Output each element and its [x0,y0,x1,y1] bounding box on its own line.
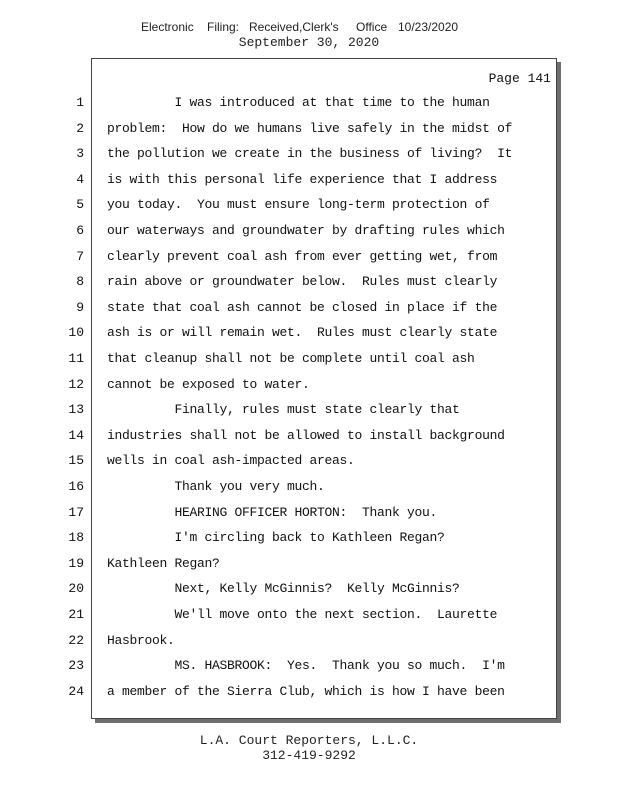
stamp-date: 10/23/2020 [398,20,459,34]
line-number: 17 [68,504,84,520]
line-text: Thank you very much. [107,479,325,494]
line-text: a member of the Sierra Club, which is how I have been [107,683,505,699]
line-number: 4 [76,171,84,187]
transcript-line [0,402,618,422]
line-number: 8 [76,274,84,290]
line-text: problem: How do we humans live safely in the midst of [107,120,513,136]
line-text: state that coal ash cannot be closed in place if the [107,299,498,315]
footer [0,733,618,763]
hearing-date: September 30, 2020 [238,35,380,50]
stamp-received: Received,Clerk's [249,20,339,34]
line-number: 2 [76,120,84,136]
transcript-line [0,530,618,550]
transcript-line [0,479,618,499]
line-text: Next, Kelly McGinnis? Kelly McGinnis? [107,581,460,597]
transcript-line [0,505,618,525]
transcript-line [0,351,618,371]
line-number: 21 [68,607,84,622]
line-text: Kathleen Regan? [107,555,220,571]
line-text: that cleanup shall not be complete until coal ash [107,351,475,366]
line-number: 7 [76,248,84,264]
line-number: 13 [68,402,84,418]
line-number: 23 [68,658,84,674]
transcript-line [0,556,618,576]
line-number: 20 [68,581,84,597]
transcript-line [0,121,618,141]
line-number: 16 [68,479,84,494]
line-number: 6 [76,223,84,238]
transcript-line [0,249,618,269]
transcript-line [0,633,618,653]
line-number: 18 [68,530,84,546]
line-text: Finally, rules must state clearly that [107,402,460,418]
transcript-line [0,300,618,320]
line-number: 14 [68,427,84,443]
transcript-line [0,377,618,397]
line-text: industries shall not be allowed to install background [107,427,505,443]
line-number: 9 [76,299,84,315]
line-text: wells in coal ash-impacted areas. [107,453,355,469]
line-text: is with this personal life experience that I address [107,171,498,187]
page-number: Page 141 [488,71,551,86]
line-number: 19 [68,555,84,571]
transcript-line [0,325,618,345]
line-text: HEARING OFFICER HORTON: Thank you. [107,504,438,520]
transcript-line [0,453,618,473]
stamp-filing: Filing: [207,20,240,34]
line-text: I'm circling back to Kathleen Regan? [107,530,445,546]
line-text: you today. You must ensure long-term protection of [107,197,490,213]
line-number: 3 [76,146,84,162]
line-number: 11 [68,351,84,366]
footer-phone: 312-419-9292 [262,748,356,763]
transcript-line [0,581,618,601]
transcript-line [0,197,618,217]
line-text: the pollution we create in the business of living? It [107,146,513,162]
line-number: 5 [76,197,84,213]
transcript-line [0,95,618,115]
footer-company: L.A. Court Reporters, L.L.C. [199,733,419,748]
transcript-line [0,607,618,627]
line-text: MS. HASBROOK: Yes. Thank you so much. I'm [107,658,505,674]
transcript-line [0,658,618,678]
line-text: cannot be exposed to water. [107,376,310,392]
line-number: 15 [68,453,84,469]
line-text: our waterways and groundwater by drafting rules which [107,223,505,238]
transcript-line [0,428,618,448]
stamp-electronic: Electronic [141,20,194,34]
line-number: 10 [68,325,84,341]
line-text: I was introduced at that time to the human [107,95,490,110]
transcript-line [0,684,618,704]
stamp-office: Office [356,20,388,34]
line-text: Hasbrook. [107,632,175,648]
line-text: rain above or groundwater below. Rules must clearly [107,274,498,290]
line-text: We'll move onto the next section. Laurette [107,607,498,622]
transcript-line [0,172,618,192]
transcript-line [0,146,618,166]
line-text: ash is or will remain wet. Rules must clearly state [107,325,498,341]
line-number: 12 [68,376,84,392]
transcript-line [0,223,618,243]
line-number: 1 [76,95,84,110]
line-text: clearly prevent coal ash from ever getting wet, from [107,248,498,264]
line-number: 22 [68,632,84,648]
line-number: 24 [68,683,84,699]
transcript-line [0,274,618,294]
